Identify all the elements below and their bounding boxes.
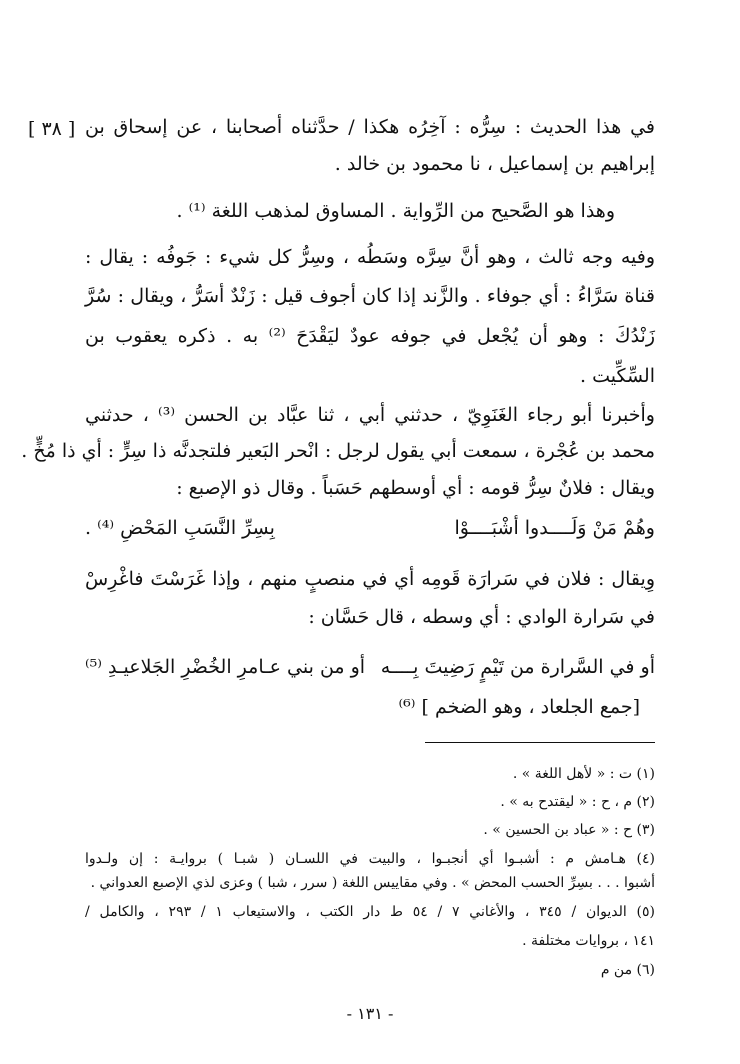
body-line: وِيقال : فلان في سَرارَة قَومِه أي في منصبٍ منهم ، وإذا غَرَسْتَ فاغْرِسْ (85, 568, 655, 590)
footnote: (٣) ح : « عباد بن الحسين » . (483, 822, 655, 838)
body-line: إبراهيم بن إسماعيل ، نا محمود بن خالد . (334, 153, 655, 175)
body-line: وهذا هو الصَّحيح من الرِّواية . المساوق لمذهب اللغة ⁽¹⁾ . (176, 200, 615, 222)
verse-hemistich-left: أو من بني عـامرِ الخُضْرِ الجَلاعيـدِ ⁽⁵⁾ (85, 656, 366, 678)
footnote: (١) ت : « لأهل اللغة » . (512, 766, 655, 782)
body-line: السِّكِّيت . (580, 365, 655, 387)
verse-hemistich-right: وهُمْ مَنْ وَلَــــدوا أشْبَــــوْا (454, 517, 655, 539)
body-line: في هذا الحديث : سِرُّه : آخِرُه هكذا / حدَّثناه أصحابنا ، عن إسحاق بن (85, 116, 655, 138)
body-line: قناة سَرَّاءُ : أي جوفاء . والزَّند إذا كان أجوف قيل : زَنْدٌ أسَرُّ ، ويقال : سُرَّ (85, 285, 655, 307)
footnote: (٤) هـامش م : أشبـوا أي أنجبـوا ، والبيت في اللسـان ( شبـا ) بروايـة : إن ولـدوا (85, 851, 655, 867)
verse-hemistich-right: أو في السَّرارة من تَيْمٍ رَضِيتَ بِــــه (380, 656, 655, 678)
footnote: (٥) الديوان / ٣٤٥ ، والأغاني ٧ / ٥٤ ط دار الكتب ، والاستيعاب ١ / ٢٩٣ ، والكامل / (85, 904, 655, 920)
body-line: محمد بن عُجْرة ، سمعت أبي يقول لرجل : انْحر البَعير فلتجدنَّه ذا سِرٍّ : أي ذا مُخٍّ . (21, 440, 655, 462)
verse-gloss: [جمع الجلعاد ، وهو الضخم ] ⁽⁶⁾ (398, 696, 640, 718)
verse-hemistich-left: بِسِرِّ النَّسَبِ المَحْضِ ⁽⁴⁾ . (85, 517, 275, 539)
footnote: (٢) م ، ح : « ليقتدح به » . (500, 794, 655, 810)
body-line: في سَرارة الوادي : أي وسطه ، قال حَسَّان : (308, 606, 655, 628)
body-line: وفيه وجه ثالث ، وهو أنَّ سِرَّه وسَطُه ، وسِرُّ كل شيء : جَوفُه : يقال : (85, 246, 655, 268)
page-number: - ١٣١ - (346, 1004, 394, 1023)
footnote: أشبوا . . . بسِرِّ الحسب المحض » . وفي مقاييس اللغة ( سرر ، شبا ) وعزى لذي الإصبع العدواني . (90, 875, 655, 891)
footnote: ١٤١ ، بروايات مختلفة . (522, 933, 655, 949)
footnote: (٦) من م (600, 962, 655, 978)
body-line: زَنْدُكَ : وهو أن يُجْعل في جوفه عودٌ ليَقْدَحَ ⁽²⁾ به . ذكره يعقوب بن (85, 325, 656, 347)
footnote-divider (425, 742, 655, 743)
body-line: وأخبرنا أبو رجاء الغَنَوِيّ ، حدثني أبي ، ثنا عبَّاد بن الحسن ⁽³⁾ ، حدثني (85, 404, 655, 426)
margin-reference: [ ٣٨ ] (28, 118, 76, 140)
body-line: ويقال : فلانٌ سِرُّ قومه : أي أوسطهم حَسَباً . وقال ذو الإصبع : (176, 477, 655, 499)
